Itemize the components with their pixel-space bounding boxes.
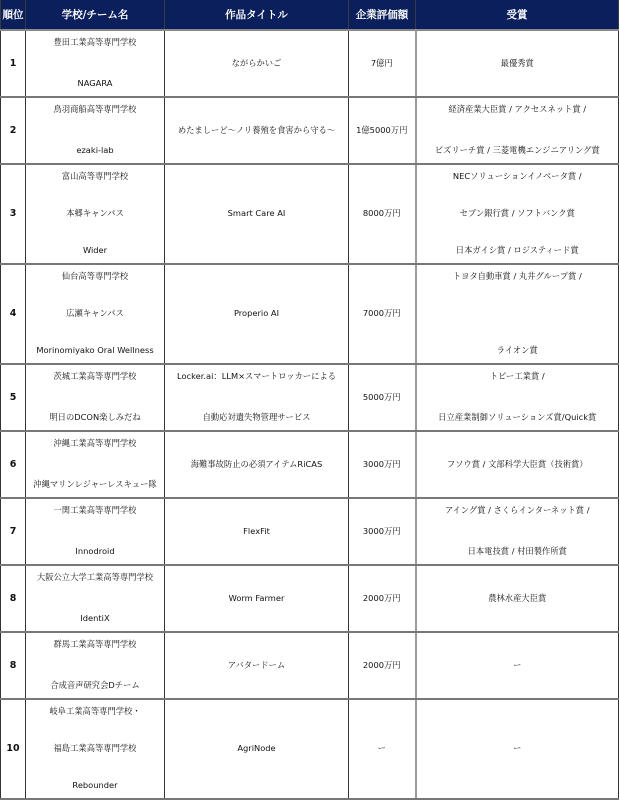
table-row: [1, 498, 619, 565]
awards-cell: [416, 431, 619, 498]
school-line: 沖縄工業高等専門学校: [53, 438, 137, 449]
school-line: 広瀬キャンパス: [66, 308, 124, 319]
awards-cell: [416, 30, 619, 97]
table-row: [1, 30, 619, 97]
title-line: めたましーど〜ノリ養殖を食害から守る〜: [177, 124, 336, 135]
school-line: 仙台高等専門学校: [61, 271, 129, 282]
valuation-cell: ー: [349, 699, 416, 799]
work-title-cell: [165, 431, 349, 498]
school-line: 合成音声研究会Dチーム: [50, 680, 140, 690]
valuation-cell: 8000万円: [349, 164, 416, 264]
rank-cell: 4: [1, 264, 26, 364]
award-line: 最優秀賞: [500, 57, 534, 68]
school-line: 豊田工業高等専門学校: [53, 37, 137, 48]
rank-cell: 6: [1, 431, 26, 498]
valuation-cell: 7000万円: [349, 264, 416, 364]
school-line: 明日のDCON楽しみだね: [49, 412, 141, 422]
awards-cell: [416, 364, 619, 431]
awards-cell: [416, 264, 619, 364]
awards-cell: [416, 498, 619, 565]
table-row: [1, 699, 619, 799]
school-line: IdentiX: [80, 613, 110, 623]
school-line: 岐阜工業高等専門学校・: [49, 706, 141, 717]
header-work-title: 作品タイトル: [165, 0, 349, 30]
school-line: ezaki-lab: [76, 145, 114, 155]
rank-cell: 1: [1, 30, 26, 97]
awards-cell: [416, 565, 619, 632]
school-line: Wider: [82, 244, 108, 255]
table-row: [1, 264, 619, 364]
award-line: ー: [513, 659, 522, 670]
awards-cell: [416, 97, 619, 164]
school-line: 一関工業高等専門学校: [53, 505, 137, 516]
school-team-cell: [26, 30, 165, 97]
title-line: Locker.ai：LLM×スマートロッカーによる: [177, 371, 336, 382]
work-title-cell: [165, 632, 349, 699]
school-team-cell: [26, 431, 165, 498]
title-line: Smart Care AI: [227, 208, 286, 219]
school-line: 大阪公立大学工業高等専門学校: [36, 572, 154, 583]
award-line: アイング賞 / さくらインターネット賞 /: [444, 505, 590, 516]
rank-cell: 8: [1, 632, 26, 699]
valuation-cell: 2000万円: [349, 632, 416, 699]
school-team-cell: [26, 264, 165, 364]
award-line: 日本電技賞 / 村田製作所賞: [467, 546, 567, 556]
award-line: トヨタ自動車賞 / 丸井グループ賞 /: [452, 271, 582, 282]
table-body: [1, 30, 619, 799]
title-line: FlexFit: [243, 525, 270, 536]
school-line: Rebounder: [72, 779, 118, 790]
rank-cell: 8: [1, 565, 26, 632]
title-line: AgriNode: [237, 743, 276, 754]
valuation-cell: 1億5000万円: [349, 97, 416, 164]
header-row: [1, 0, 619, 30]
school-team-cell: [26, 632, 165, 699]
school-team-cell: [26, 498, 165, 565]
award-line: ビズリーチ賞 / 三菱電機エンジニアリング賞: [434, 145, 600, 155]
title-line: 自動応対遺失物管理サービス: [202, 412, 311, 422]
valuation-cell: 3000万円: [349, 431, 416, 498]
award-line: フソウ賞 / 文部科学大臣賞（技術賞）: [446, 458, 588, 469]
table-row: [1, 164, 619, 264]
work-title-cell: [165, 264, 349, 364]
awards-cell: [416, 699, 619, 799]
valuation-cell: 5000万円: [349, 364, 416, 431]
school-team-cell: [26, 565, 165, 632]
award-line: 農林水産大臣賞: [488, 592, 547, 603]
work-title-cell: [165, 498, 349, 565]
school-line: 沖縄マリンレジャーレスキュー隊: [33, 479, 157, 489]
school-line: Innodroid: [75, 546, 115, 556]
valuation-cell: 7億円: [349, 30, 416, 97]
header-rank: 順位: [1, 0, 26, 30]
school-line: 福島工業高等専門学校: [53, 743, 137, 754]
title-line: アバタードーム: [227, 659, 286, 670]
valuation-cell: 2000万円: [349, 565, 416, 632]
award-line: セブン銀行賞 / ソフトバンク賞: [459, 208, 575, 219]
award-line: 日立産業制御ソリューションズ賞/Quick賞: [438, 412, 597, 422]
rank-cell: 7: [1, 498, 26, 565]
school-team-cell: [26, 364, 165, 431]
table-row: [1, 565, 619, 632]
school-line: Morinomiyako Oral Wellness: [36, 344, 154, 355]
school-line: NAGARA: [77, 78, 113, 88]
award-line: 日本ガイシ賞 / ロジスティード賞: [455, 244, 579, 255]
work-title-cell: [165, 30, 349, 97]
award-line: トピー工業賞 /: [489, 371, 545, 382]
school-team-cell: [26, 699, 165, 799]
rank-cell: 3: [1, 164, 26, 264]
rank-cell: 10: [1, 699, 26, 799]
rank-cell: 5: [1, 364, 26, 431]
school-line: 群馬工業高等専門学校: [53, 639, 137, 650]
table-row: [1, 431, 619, 498]
awards-cell: [416, 164, 619, 264]
award-line: ライオン賞: [496, 345, 538, 355]
title-line: ながらかいご: [231, 57, 282, 68]
work-title-cell: [165, 164, 349, 264]
work-title-cell: [165, 97, 349, 164]
title-line: Worm Farmer: [228, 592, 285, 603]
title-line: 海難事故防止の必須アイテムRiCAS: [190, 458, 323, 469]
school-line: 茨城工業高等専門学校: [53, 371, 137, 382]
rank-cell: 2: [1, 97, 26, 164]
valuation-cell: 3000万円: [349, 498, 416, 565]
awards-cell: [416, 632, 619, 699]
award-line: ー: [513, 743, 522, 754]
work-title-cell: [165, 699, 349, 799]
school-line: 富山高等専門学校: [61, 171, 129, 182]
work-title-cell: [165, 565, 349, 632]
table-row: [1, 632, 619, 699]
award-line: NECソリューションイノベータ賞 /: [452, 171, 582, 182]
school-team-cell: [26, 164, 165, 264]
table-row: [1, 97, 619, 164]
table-row: [1, 364, 619, 431]
work-title-cell: [165, 364, 349, 431]
title-line: Properio AI: [233, 308, 280, 319]
header-awards: 受賞: [416, 0, 619, 30]
header-valuation: 企業評価額: [349, 0, 416, 30]
header-school-team: 学校/チーム名: [26, 0, 165, 30]
school-line: 本郷キャンパス: [66, 208, 124, 219]
school-line: 鳥羽商船高等専門学校: [53, 104, 137, 115]
school-team-cell: [26, 97, 165, 164]
award-line: 経済産業大臣賞 / アクセスネット賞 /: [448, 104, 587, 115]
